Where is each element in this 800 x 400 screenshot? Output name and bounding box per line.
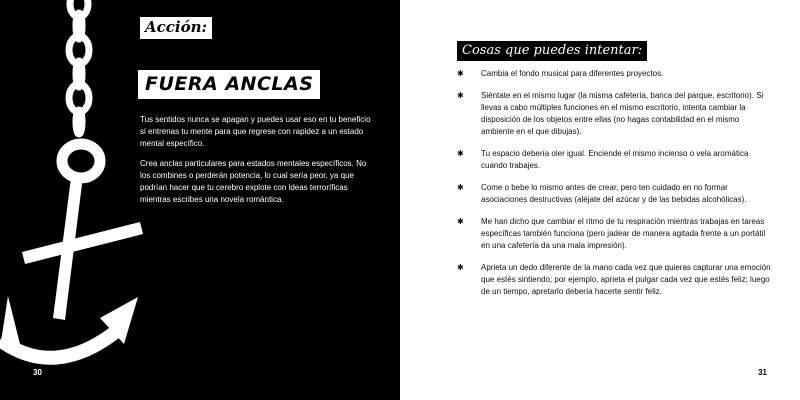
tip-text: Come o bebe lo mismo antes de crear, pero ten cuidado en no formar asociaciones destructivas (aléjate del azúcar y de las bebidas alcohólicas). [481, 183, 747, 204]
tip-text: Cambia el fondo musical para diferentes proyectos. [481, 69, 664, 78]
asterisk-bullet-icon: ✱ [457, 217, 464, 226]
tip-text: Me han dicho que cambiar el ritmo de tu respiración mientras trabajas en tareas específicas también funciona (pero jadear de manera agitada frente a un portátil en una cafetería da una mala impresión). [481, 217, 766, 250]
list-item [454, 262, 772, 298]
list-item [454, 90, 772, 138]
right-page [400, 0, 800, 400]
list-item [454, 148, 772, 172]
section-title: FUERA ANCLAS [138, 70, 320, 99]
action-label: Acción: [140, 17, 212, 39]
tips-heading: Cosas que puedes intentar: [457, 41, 647, 61]
asterisk-bullet-icon: ✱ [457, 183, 464, 192]
tip-text: Tu espacio debería oler igual. Enciende el mismo incienso o vela aromática cuando trabajes. [481, 149, 749, 170]
tip-text: Aprieta un dedo diferente de la mano cada vez que quieras capturar una emoción que estés sintiendo; por ejemplo, aprieta el pulgar cada vez que estés feliz; luego de un tiempo, apretarlo debería hacerte sentir feliz. [481, 263, 771, 296]
anchor-icon [0, 144, 143, 358]
list-item [454, 68, 772, 80]
asterisk-bullet-icon: ✱ [457, 263, 464, 272]
chain-icon [69, 0, 89, 134]
paragraph: Crea anclas particulares para estados mentales específicos. No los combines o perderán potencia, lo cual sería peor, ya que podrían hacer que tu cerebro explote con ideas terroríficas mientras escribes una novela romántica. [140, 159, 367, 204]
tip-text: Siéntate en el mismo lugar (la misma cafetería, banca del parque, escritorio). Si llevas a cabo múltiples funciones en el mismo escritorio, intenta cambiar la disposición de los objetos entre ellas (no hagas contabilidad en el mismo ambiente en el que dibujas). [481, 91, 764, 136]
page-number-right: 31 [758, 368, 767, 377]
asterisk-bullet-icon: ✱ [457, 91, 464, 100]
left-body-text [140, 114, 376, 214]
page-number-left: 30 [33, 368, 42, 377]
list-item [454, 216, 772, 252]
asterisk-bullet-icon: ✱ [457, 69, 464, 78]
paragraph: Tus sentidos nunca se apagan y puedes usar eso en tu beneficio si entrenas tu mente para que regrese con rapidez a un estado mental específico. [140, 115, 371, 148]
list-item [454, 182, 772, 206]
asterisk-bullet-icon: ✱ [457, 149, 464, 158]
tips-list [454, 68, 772, 308]
